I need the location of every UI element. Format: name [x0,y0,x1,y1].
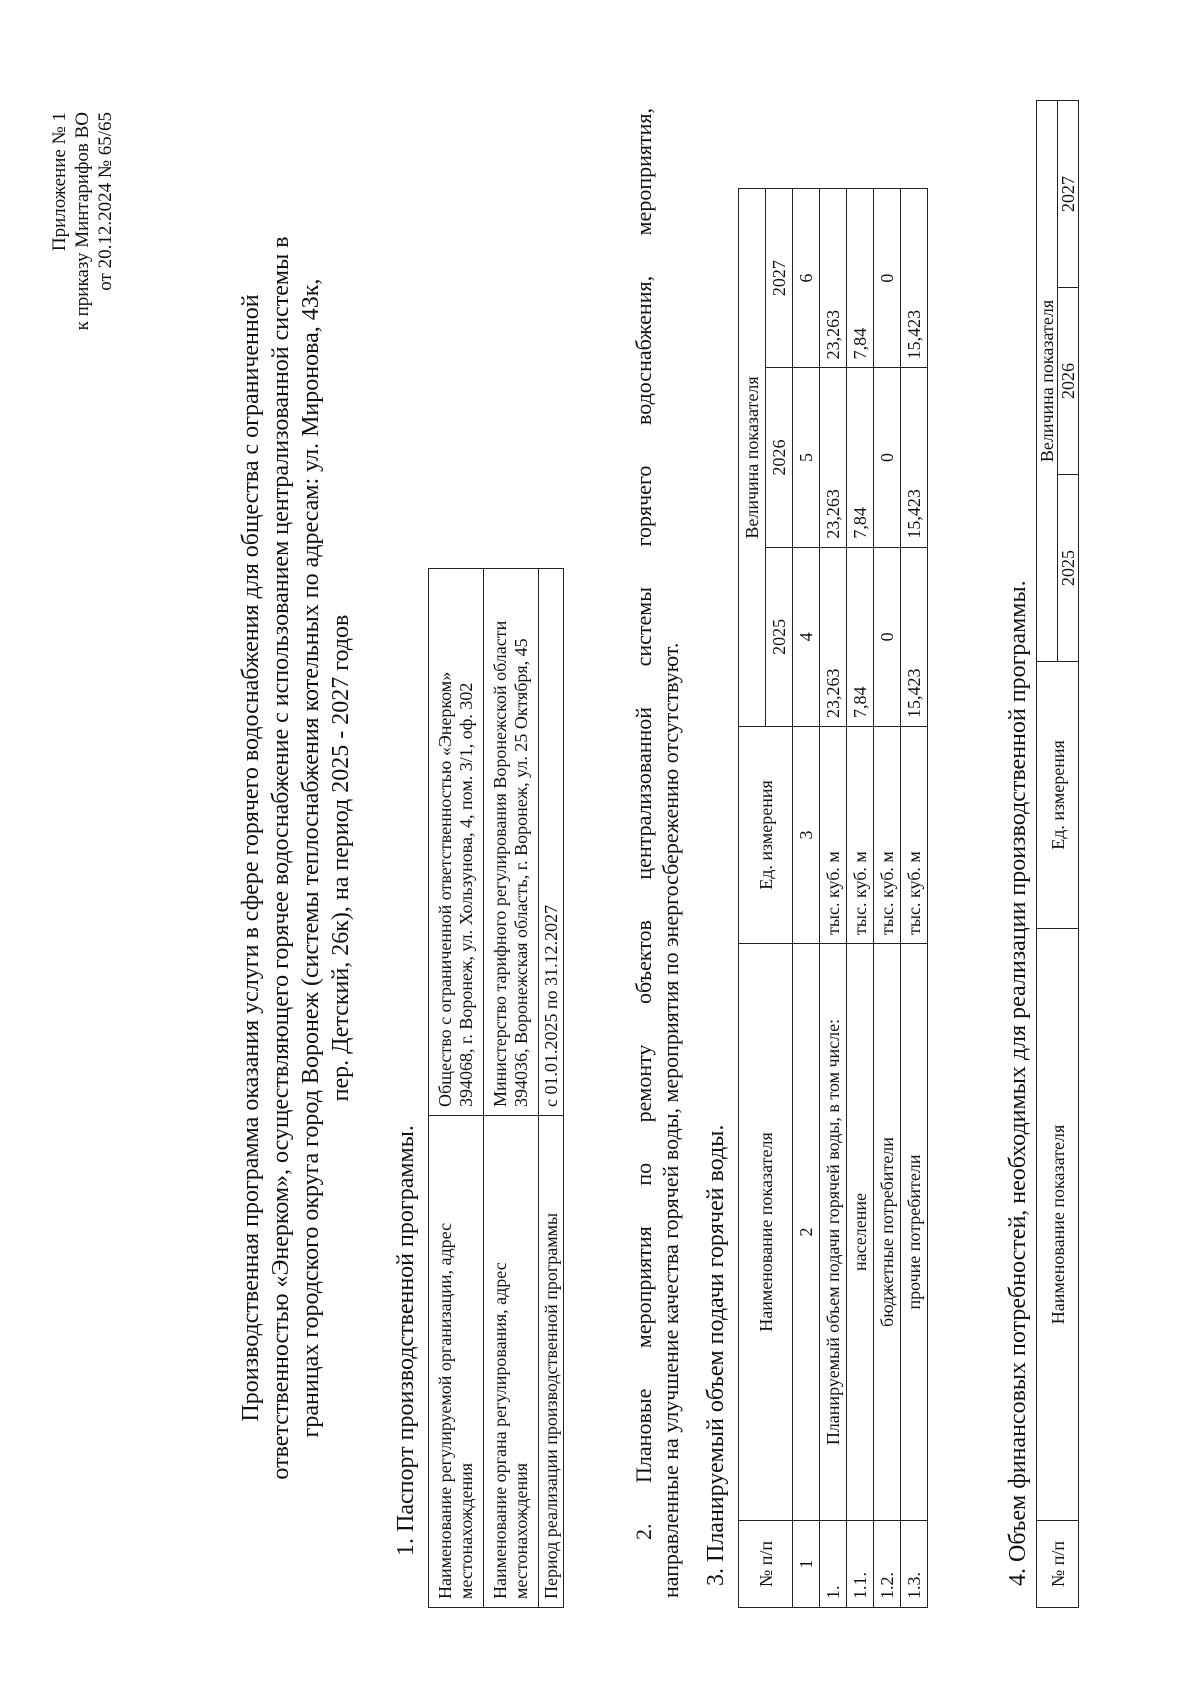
table-header-row [1037,101,1058,1608]
index-cell: 5 [793,368,820,547]
row-unit: тыс. куб. м [874,727,901,944]
passport-value [539,569,564,1116]
table-row [539,569,564,1608]
document-title [236,118,356,1598]
volume-table [738,188,928,1608]
passport-label: Наименование органа регулирования, адрес местонахождения [484,1116,539,1608]
row-number: 1. [820,1521,847,1608]
passport-value [484,569,539,1116]
passport-label: Период реализации производственной программы [539,1116,564,1608]
table-row [901,189,928,1608]
table-row [847,189,874,1608]
section2-line: направленные на улучшение качества горячей воды, мероприятия по энергосбережению отсутствуют. [658,642,683,1598]
column-header-year: 2027 [766,189,793,368]
section1-heading: 1. Паспорт производственной программы. [393,1125,419,1556]
row-value: 15,423 [901,547,928,726]
row-unit: тыс. куб. м [901,727,928,944]
table-row [429,569,484,1608]
title-line: ответственностью «Энерком», осуществляющего горячее водоснабжение с использованием централизованной системы в [268,236,294,1480]
row-value: 7,84 [847,547,874,726]
table-row [820,189,847,1608]
row-name: Планируемый объем подачи горячей воды, в том числе: [820,944,847,1521]
row-value: 23,263 [820,189,847,368]
row-value: 0 [874,368,901,547]
passport-value-line: Министерство тарифного регулирования Воронежской области [490,620,510,1107]
passport-value [429,569,484,1116]
index-cell: 2 [793,944,820,1521]
column-header-name: Наименование показателя [739,944,793,1521]
row-value: 7,84 [847,368,874,547]
table-row [874,189,901,1608]
table-header-row [739,189,766,1608]
row-value: 23,263 [820,368,847,547]
column-header-value-group: Величина показателя [739,189,766,727]
appendix-note [48,112,117,330]
appendix-line: от 20.12.2024 № 65/65 [95,112,116,291]
section2-text [630,108,684,1598]
section2-line: 2. Плановые мероприятия по ремонту объектов централизованной системы горячего водоснабжения, мероприятия, [631,108,656,1540]
row-value: 15,423 [901,189,928,368]
row-value: 0 [874,547,901,726]
index-cell: 6 [793,189,820,368]
section4-heading: 4. Объем финансовых потребностей, необходимых для реализации производственной программы. [1005,580,1031,1586]
passport-value-line: с 01.01.2025 по 31.12.2027 [540,904,561,1107]
passport-value-line: 394036, Воронежская область, г. Воронеж, ул. 25 Октября, 45 [511,638,531,1107]
column-header-name: Наименование показателя [1037,929,1079,1521]
row-number: 1.2. [874,1521,901,1608]
row-number: 1.3. [901,1521,928,1608]
row-unit: тыс. куб. м [820,727,847,944]
title-line: границах городского округа город Воронеж (системы теплоснабжения котельных по адресам: ул. Миронова, 43к, [298,278,324,1438]
column-header-year: 2026 [1058,288,1079,475]
table-index-row [793,189,820,1608]
row-name: прочие потребители [901,944,928,1521]
passport-table [428,568,564,1608]
column-header-num: № п/п [1037,1521,1079,1608]
column-header-year: 2027 [1058,101,1079,288]
row-unit: тыс. куб. м [847,727,874,944]
row-value: 15,423 [901,368,928,547]
title-line: Производственная программа оказания услуги в сфере горячего водоснабжения для общества с ограниченной [238,294,264,1422]
column-header-year: 2026 [766,368,793,547]
row-value: 0 [874,189,901,368]
row-value: 7,84 [847,189,874,368]
column-header-unit: Ед. измерения [1037,662,1079,929]
index-cell: 1 [793,1521,820,1608]
table-row [484,569,539,1608]
appendix-line: Приложение № 1 [49,112,70,252]
row-number: 1.1. [847,1521,874,1608]
title-line: пер. Детский, 26к), на период 2025 - 2027 годов [328,614,354,1102]
section3-heading: 3. Планируемый объем подачи горячей воды. [703,1124,729,1586]
column-header-year: 2025 [1058,475,1079,662]
column-header-year: 2025 [766,547,793,726]
column-header-num: № п/п [739,1521,793,1608]
index-cell: 4 [793,547,820,726]
passport-value-line: 394068, г. Воронеж, ул. Хользунова, 4, пом. 3/1, оф. 302 [456,682,476,1107]
column-header-unit: Ед. измерения [739,727,793,944]
row-name: население [847,944,874,1521]
passport-value-line: Общество с ограниченной ответственностью «Энерком» [435,671,455,1107]
row-value: 23,263 [820,547,847,726]
index-cell: 3 [793,727,820,944]
column-header-value-group: Величина показателя [1037,101,1058,662]
row-name: бюджетные потребители [874,944,901,1521]
finance-table [1036,100,1079,1608]
passport-label: Наименование регулируемой организации, адрес местонахождения [429,1116,484,1608]
appendix-line: к приказу Минтарифов ВО [72,112,93,331]
